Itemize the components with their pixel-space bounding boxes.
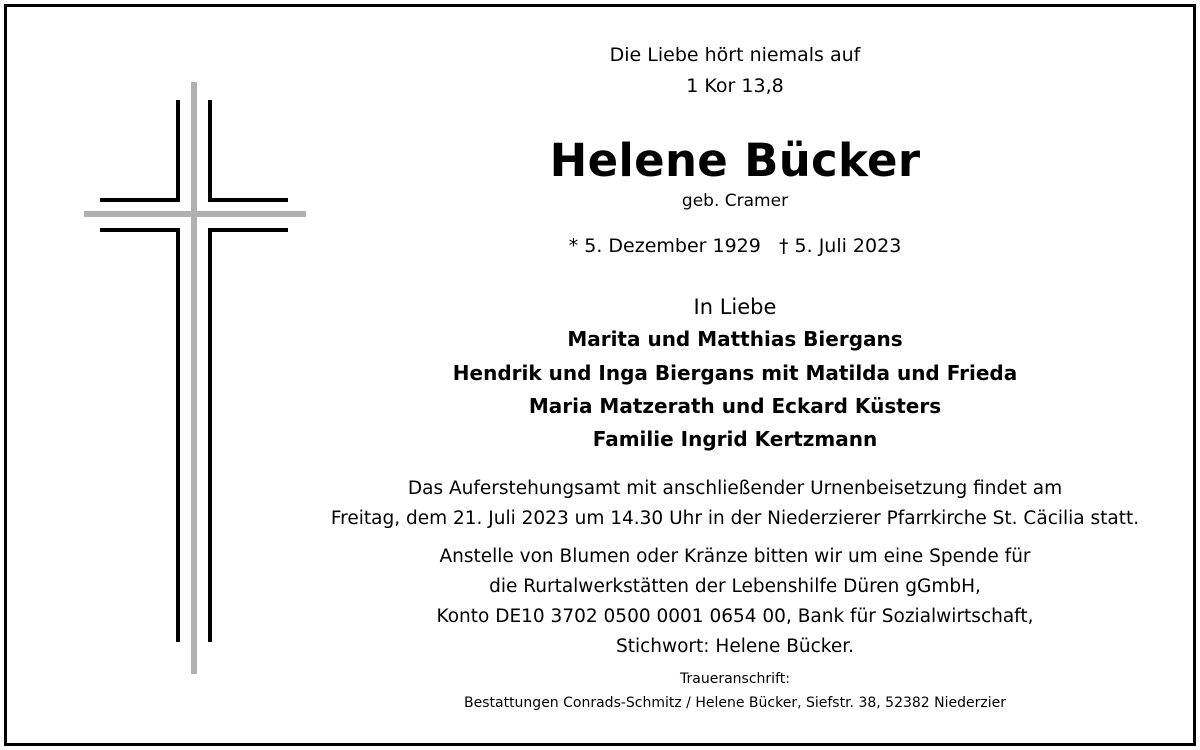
cross-inner (84, 82, 306, 674)
life-dates (290, 235, 1180, 257)
mourner-line: Marita und Matthias Biergans (567, 327, 903, 351)
service-line: Das Auferstehungsamt mit anschließender Urnenbeisetzung findet am (407, 478, 1063, 499)
death-date: † 5. Juli 2023 (778, 235, 902, 257)
in-love-label: In Liebe (693, 295, 777, 319)
bible-reference: 1 Kor 13,8 (686, 75, 784, 97)
mourner-line: Maria Matzerath und Eckard Küsters (528, 394, 942, 418)
address-label: Traueranschrift: (680, 671, 790, 687)
deceased-name: Helene Bücker (549, 134, 921, 187)
maiden-name: geb. Cramer (681, 191, 789, 211)
mourner-line: Familie Ingrid Kertzmann (592, 427, 878, 451)
mourner-line: Hendrik und Inga Biergans mit Matilda und Frieda (452, 361, 1018, 385)
donation-line: die Rurtalwerkstätten der Lebenshilfe Düren gGmbH, (489, 576, 981, 597)
notice-text (290, 0, 1180, 750)
motto-line: Die Liebe hört niemals auf (609, 44, 861, 66)
donation-line: Anstelle von Blumen oder Kränze bitten wir um eine Spende für (439, 546, 1031, 567)
mourning-address: Bestattungen Conrads-Schmitz / Helene Bücker, Siefstr. 38, 52382 Niederzier (464, 695, 1006, 711)
birth-date: * 5. Dezember 1929 (568, 235, 761, 257)
service-line: Freitag, dem 21. Juli 2023 um 14.30 Uhr in der Niederzierer Pfarrkirche St. Cäcilia statt. (330, 508, 1140, 529)
donation-line: Stichwort: Helene Bücker. (615, 636, 855, 657)
donation-line: Konto DE10 3702 0500 0001 0654 00, Bank für Sozialwirtschaft, (436, 606, 1034, 627)
